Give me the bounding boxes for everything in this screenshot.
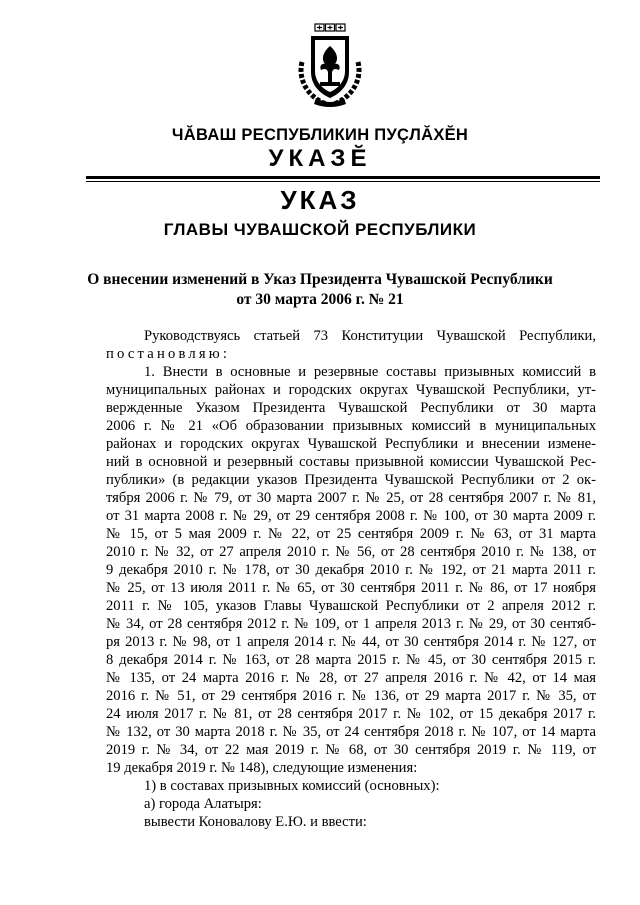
russian-header-line1: УКАЗ <box>280 185 360 215</box>
title-line-1: О внесении изменений в Указ Президента Чувашской Республики <box>87 271 553 288</box>
paragraph-1-line: 9 декабря 2010 г. № 178, от 30 декабря 2010 г. № 192, от 21 марта 2011 г. <box>106 562 596 578</box>
paragraph-1-line: публики» (в редакции указов Президента Чувашской Республики от 2 ок- <box>106 472 596 488</box>
item-1: 1) в составах призывных комиссий (основных): <box>144 778 440 794</box>
paragraph-1-line: ний в основной и резервный составы призывной комиссии Чувашской Рес- <box>106 454 596 470</box>
paragraph-1-line: № 15, от 5 мая 2009 г. № 22, от 25 сентября 2009 г. № 63, от 31 марта <box>106 526 596 542</box>
paragraph-1-line: № 132, от 30 марта 2018 г. № 35, от 24 сентября 2018 г. № 107, от 14 марта <box>106 724 596 740</box>
paragraph-1-line: 2010 г. № 32, от 27 апреля 2010 г. № 56, от 28 сентября 2010 г. № 138, от <box>106 544 596 560</box>
chuvash-header-line2: УКАЗĔ <box>268 145 372 172</box>
document-title <box>0 270 640 310</box>
header-rule-thick <box>86 176 600 179</box>
item-last-line: вывести Коновалову Е.Ю. и ввести: <box>144 814 367 830</box>
paragraph-1-line: тября 2006 г. № 79, от 30 марта 2007 г. № 25, от 28 сентября 2007 г. № 81, <box>106 490 596 506</box>
decree-verb: постановляю: <box>106 346 231 362</box>
document-body <box>106 327 596 831</box>
paragraph-1-line: 2011 г. № 105, указов Главы Чувашской Республики от 2 апреля 2012 г. <box>106 598 596 614</box>
paragraph-1-line: 24 июля 2017 г. № 81, от 28 сентября 2017 г. № 102, от 15 декабря 2017 г. <box>106 706 596 722</box>
paragraph-1-line: 8 декабря 2014 г. № 163, от 28 марта 2015 г. № 45, от 30 сентября 2015 г. <box>106 652 596 668</box>
paragraph-1-line: ря 2013 г. № 98, от 1 апреля 2014 г. № 44, от 30 сентября 2014 г. № 127, от <box>106 634 596 650</box>
paragraph-1-line: 2016 г. № 51, от 29 сентября 2016 г. № 136, от 29 марта 2017 г. № 35, от <box>106 688 596 704</box>
chuvash-emblem <box>292 22 368 108</box>
paragraph-1-line: 1. Внести в основные и резервные составы призывных комиссий в <box>144 364 596 380</box>
paragraph-1-line: вержденные Указом Президента Чувашской Республики от 30 марта <box>106 400 596 416</box>
paragraph-1 <box>106 363 596 777</box>
title-line-2: от 30 марта 2006 г. № 21 <box>236 291 404 308</box>
chuvash-header-line1: ЧĂВАШ РЕСПУБЛИКИН ПУÇЛĂХĔН <box>171 126 469 144</box>
paragraph-1-line: от 31 марта 2008 г. № 29, от 29 сентября 2008 г. № 100, от 30 марта 2009 г. <box>106 508 596 524</box>
paragraph-1-line: 2006 г. № 21 «Об образовании призывных комиссий в муниципальных <box>106 418 596 434</box>
paragraph-1-line: № 25, от 13 июля 2011 г. № 65, от 30 сентября 2011 г. № 86, от 17 ноября <box>106 580 596 596</box>
paragraph-1-line: № 135, от 24 марта 2016 г. № 28, от 27 апреля 2016 г. № 42, от 14 мая <box>106 670 596 686</box>
header-rule-thin <box>86 181 600 182</box>
paragraph-1-line: районах и городских округах Чувашской Республики и внесении измене- <box>106 436 596 452</box>
intro-paragraph: Руководствуясь статьей 73 Конституции Чувашской Республики, <box>144 328 596 344</box>
paragraph-1-line: 19 декабря 2019 г. № 148), следующие изменения: <box>106 760 418 776</box>
paragraph-1-line: муниципальных районах и городских округах Чувашской Республики, ут- <box>106 382 596 398</box>
paragraph-1-line: № 34, от 28 сентября 2012 г. № 109, от 1 апреля 2013 г. № 29, от 30 сентяб- <box>106 616 596 632</box>
paragraph-1-line: 2019 г. № 34, от 22 мая 2019 г. № 68, от 30 сентября 2019 г. № 119, от <box>106 742 596 758</box>
item-a: а) города Алатыря: <box>144 796 262 812</box>
russian-header-line2: ГЛАВЫ ЧУВАШСКОЙ РЕСПУБЛИКИ <box>163 220 477 239</box>
